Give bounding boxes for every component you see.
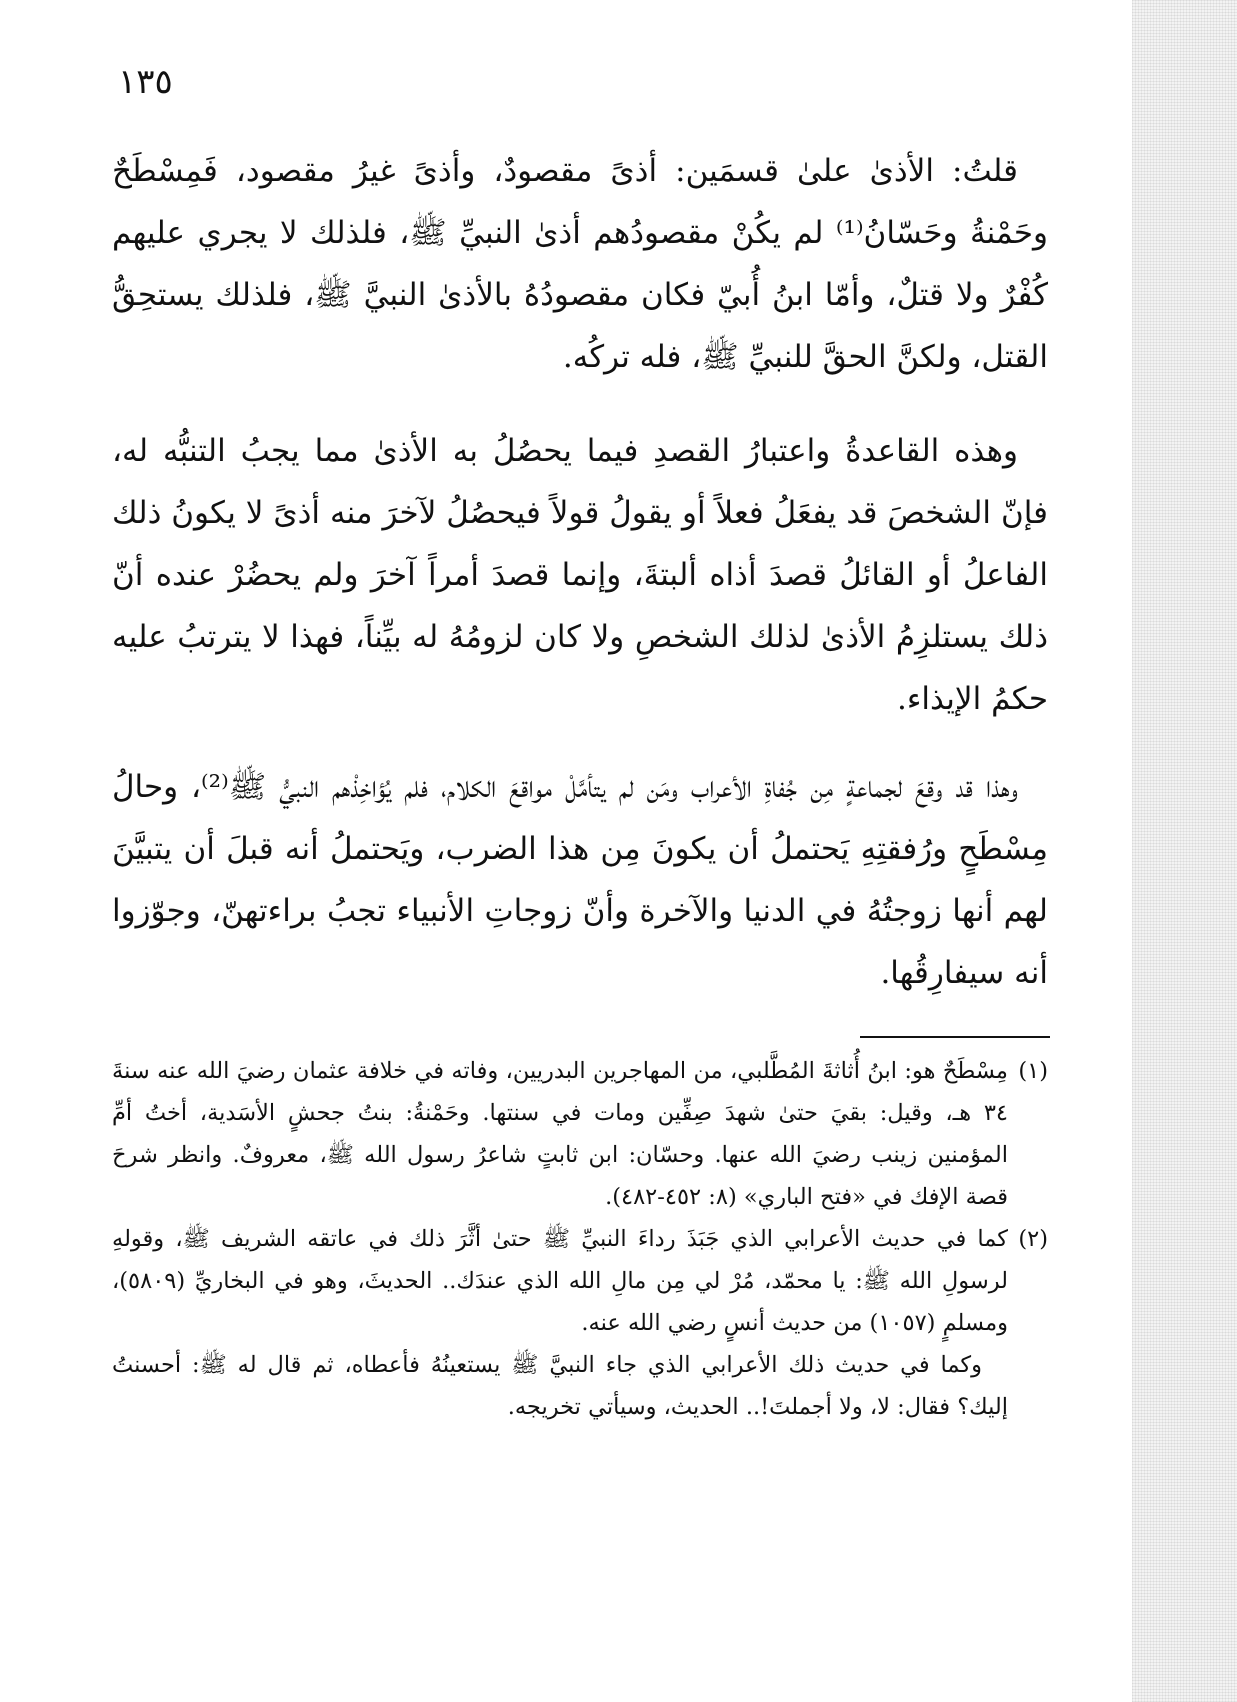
footnote-marker: (١)	[1018, 1058, 1048, 1084]
footnote-1	[112, 1050, 1048, 1218]
paragraph-text: وهذه القاعدةُ واعتبارُ القصدِ فيما يحصُلُ به الأذىٰ مما يجبُ التنبُّه له، فإنّ الشخصَ قد يفعَلُ فعلاً أو يقولُ قولاً فيحصُلُ لآخرَ منه أذىً لا يكونُ ذلك الفاعلُ أو القائلُ قصدَ أذاه ألبتةَ، وإنما قصدَ أمراً آخرَ ولم يحضُرْ عنده أنّ ذلك يستلزِمُ الأذىٰ لذلك الشخصِ ولا كان لزومُهُ له بيِّناً، فهذا لا يترتبُ عليه حكمُ الإيذاء.	[112, 433, 1048, 717]
paragraph-text: قلتُ: الأذىٰ علىٰ قسمَين: أذىً مقصودٌ، وأذىً غيرُ مقصود، فَمِسْطَحٌ وحَمْنةُ وحَسّانُ⁽¹⁾ لم يكُنْ مقصودُهم أذىٰ النبيِّ ﷺ، فلذلك لا يجري عليهم كُفْرٌ ولا قتلٌ، وأمّا ابنُ أُبيّ فكان مقصودُهُ بالأذىٰ النبيَّ ﷺ، فلذلك يستحِقُّ القتل، ولكنَّ الحقَّ للنبيِّ ﷺ، فله تركُه.	[112, 153, 1048, 375]
footnote-text: مِسْطَحٌ هو: ابنُ أُثاثةَ المُطَّلبي، من المهاجرين البدريين، وفاته في خلافة عثمان رضيَ الله عنه سنةَ ٣٤ هـ، وقيل: بقيَ حتىٰ شهدَ صِفِّين ومات في سنتها. وحَمْنةُ: بنتُ جحشٍ الأسَدية، أختُ أمِّ المؤمنين زينب رضيَ الله عنها. وحسّان: ابن ثابتٍ شاعرُ رسول الله ﷺ، معروفٌ. وانظر شرحَ قصة الإفك في «فتح الباري» (٨: ٤٥٢-٤٨٢).	[112, 1058, 1008, 1210]
footnote-marker: (٢)	[1018, 1226, 1048, 1252]
page-number: ١٣٥	[118, 62, 173, 102]
footnote-text: كما في حديث الأعرابي الذي جَبَذَ رداءَ النبيِّ ﷺ حتىٰ أثَّرَ ذلك في عاتقه الشريف ﷺ، وقولهِ لرسولِ الله ﷺ: يا محمّد، مُرْ لي مِن مالِ الله الذي عندَك.. الحديثَ، وهو في البخاريِّ (٥٨٠٩)، ومسلمٍ (١٠٥٧) من حديث أنسٍ رضي الله عنه.	[112, 1226, 1008, 1336]
footnote-2-continuation: وكما في حديث ذلك الأعرابي الذي جاء النبيَّ ﷺ يستعينُهُ فأعطاه، ثم قال له ﷺ: أحسنتُ إليك؟ فقال: لا، ولا أجملتَ!.. الحديث، وسيأتي تخريجه.	[112, 1352, 1008, 1420]
footnote-separator	[860, 1036, 1050, 1038]
paragraph-3	[112, 756, 1048, 1004]
paragraph-text: وهذا قد وقعَ لجماعةٍ مِن جُفاةِ الأعراب ومَن لم يتأمَّلْ مواقعَ الكلام، فلم يُؤاخِذْهم النبيُّ ﷺ⁽²⁾، وحالُ مِسْطَحٍ ورُفقتِهِ يَحتملُ أن يكونَ مِن هذا الضرب، ويَحتملُ أنه قبلَ أن يتبيَّنَ لهم أنها زوجتُهُ في الدنيا والآخرة وأنّ زوجاتِ الأنبياء تجبُ براءتهنّ، وجوّزوا أنه سيفارِقُها.	[112, 769, 1048, 991]
paragraph-1	[112, 140, 1048, 388]
footnote-2	[112, 1218, 1048, 1344]
footnotes	[112, 1050, 1048, 1428]
paragraph-2	[112, 420, 1048, 730]
scan-edge-shading	[1132, 0, 1237, 1702]
